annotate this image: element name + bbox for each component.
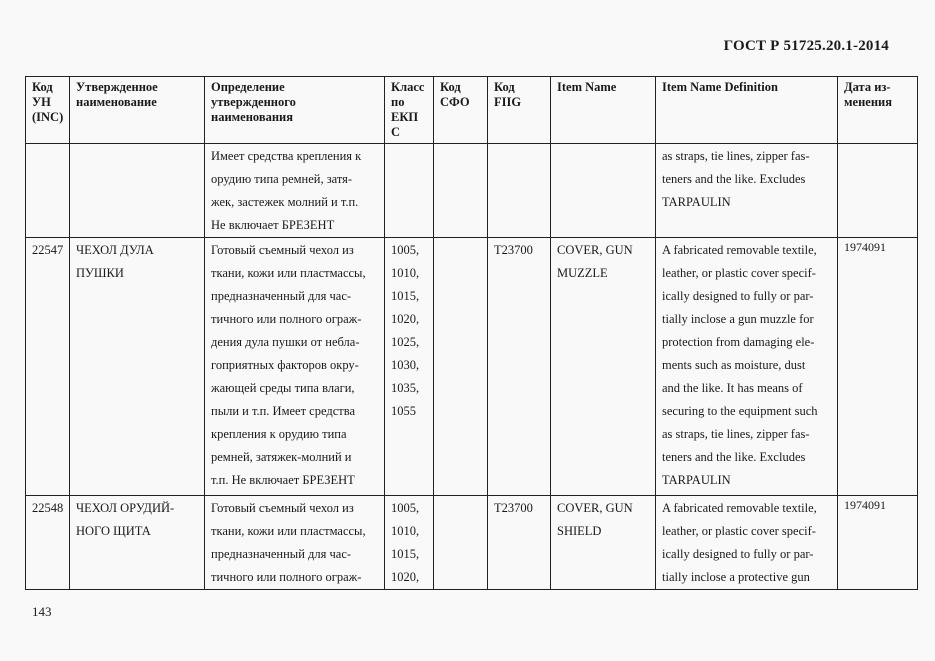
cell-fiig — [488, 496, 551, 590]
cell-text-line: Не включает БРЕЗЕНТ — [211, 218, 335, 232]
cell-text-line: 1030, — [391, 358, 420, 372]
cell-text-line: 1035, — [391, 381, 420, 395]
cell-item-definition — [656, 238, 838, 496]
cell-definition — [205, 496, 385, 590]
document-code: ГОСТ Р 51725.20.1-2014 — [723, 38, 889, 54]
cell-text-line: НОГО ЩИТА — [76, 524, 151, 538]
cell-text-line: 1055 — [391, 404, 416, 418]
cell-text-line: Имеет средства крепления к — [211, 149, 362, 163]
cell-date — [838, 238, 918, 496]
cell-item-definition — [656, 144, 838, 238]
cell-text-line: ткани, кожи или пластмассы, — [211, 266, 366, 280]
cell-text-line: 1974091 — [844, 240, 886, 254]
cell-text-line: 1020, — [391, 570, 420, 584]
cell-sfo — [434, 238, 488, 496]
cell-text-line: tially inclose a gun muzzle for — [662, 312, 814, 326]
cell-text-line: COVER, GUN — [557, 243, 633, 257]
cell-text-line: leather, or plastic cover specif- — [662, 266, 816, 280]
cell-text-line: as straps, tie lines, zipper fas- — [662, 149, 810, 163]
cell-text-line: Дата из- — [844, 80, 891, 94]
cell-item-name — [551, 496, 656, 590]
cell-text-line: наименования — [211, 110, 294, 124]
cell-text-line: ically designed to fully or par- — [662, 547, 814, 561]
table-row-continuation — [26, 144, 918, 238]
cell-text-line: T23700 — [494, 501, 533, 515]
cell-item-name — [551, 144, 656, 238]
header-inc — [26, 77, 70, 144]
cell-text-line: A fabricated removable textile, — [662, 501, 817, 515]
cell-text-line: Item Name Definition — [662, 80, 778, 94]
cell-date — [838, 144, 918, 238]
cell-text-line: 1005, — [391, 243, 420, 257]
cell-class — [385, 496, 434, 590]
cell-date — [838, 496, 918, 590]
cell-text-line: leather, or plastic cover specif- — [662, 524, 816, 538]
cell-text-line: 22547 — [32, 243, 64, 257]
cell-text-line: Код — [32, 80, 53, 94]
cell-text-line: СФО — [440, 95, 470, 109]
cell-text-line: утвержденного — [211, 95, 296, 109]
cell-text-line: (INC) — [32, 110, 64, 124]
cell-text-line: предназначенный для час- — [211, 547, 352, 561]
cell-text-line: Класс — [391, 80, 425, 94]
cell-text-line: teners and the like. Excludes — [662, 450, 806, 464]
cell-item-definition — [656, 496, 838, 590]
cell-text-line: дения дула пушки от небла- — [211, 335, 360, 349]
header-item-name-definition — [656, 77, 838, 144]
cell-text-line: по — [391, 95, 405, 109]
cell-text-line: ЕКП — [391, 110, 419, 124]
cell-text-line: наименование — [76, 95, 157, 109]
cell-text-line: пыли и т.п. Имеет средства — [211, 404, 356, 418]
header-sfo — [434, 77, 488, 144]
cell-text-line: Готовый съемный чехол из — [211, 501, 354, 515]
cell-text-line: Определение — [211, 80, 285, 94]
cell-text-line: Код — [494, 80, 515, 94]
cell-sfo — [434, 496, 488, 590]
cell-text-line: TARPAULIN — [662, 195, 731, 209]
cell-text-line: крепления к орудию типа — [211, 427, 347, 441]
header-fiig — [488, 77, 551, 144]
cell-class — [385, 144, 434, 238]
cell-text-line: A fabricated removable textile, — [662, 243, 817, 257]
cell-text-line: protection from damaging ele- — [662, 335, 815, 349]
cell-text-line: ремней, затяжек-молний и — [211, 450, 352, 464]
cell-text-line: жающей среды типа влаги, — [211, 381, 355, 395]
cell-text-line: 1020, — [391, 312, 420, 326]
cell-text-line: гоприятных факторов окру- — [211, 358, 359, 372]
cell-text-line: ЧЕХОЛ ДУЛА — [76, 243, 154, 257]
cell-text-line: SHIELD — [557, 524, 602, 538]
cell-inc — [26, 144, 70, 238]
cell-text-line: жек, застежек молний и т.п. — [211, 195, 359, 209]
header-item-name — [551, 77, 656, 144]
header-definition — [205, 77, 385, 144]
cell-text-line: ткани, кожи или пластмассы, — [211, 524, 366, 538]
cell-text-line: т.п. Не включает БРЕЗЕНТ — [211, 473, 355, 487]
cell-text-line: 1005, — [391, 501, 420, 515]
cell-text-line: Item Name — [557, 80, 617, 94]
item-name-table — [25, 76, 918, 590]
cell-text-line: 1015, — [391, 547, 420, 561]
cell-text-line: T23700 — [494, 243, 533, 257]
cell-text-line: ments such as moisture, dust — [662, 358, 806, 372]
cell-text-line: securing to the equipment such — [662, 404, 818, 418]
cell-definition — [205, 144, 385, 238]
cell-text-line: менения — [844, 95, 892, 109]
cell-text-line: Готовый съемный чехол из — [211, 243, 354, 257]
cell-class — [385, 238, 434, 496]
cell-text-line: COVER, GUN — [557, 501, 633, 515]
cell-text-line: 1010, — [391, 266, 420, 280]
table-row — [26, 238, 918, 496]
cell-inc — [26, 238, 70, 496]
cell-text-line: ЧЕХОЛ ОРУДИЙ- — [76, 501, 175, 515]
header-approved-name — [70, 77, 205, 144]
cell-text-line: 1025, — [391, 335, 420, 349]
cell-text-line: FIIG — [494, 95, 522, 109]
cell-text-line: 1974091 — [844, 498, 886, 512]
cell-text-line: С — [391, 125, 401, 139]
cell-text-line: 1015, — [391, 289, 420, 303]
cell-name — [70, 238, 205, 496]
cell-text-line: тичного или полного ограж- — [211, 312, 362, 326]
cell-text-line: 22548 — [32, 501, 64, 515]
cell-text-line: Утвержденное — [76, 80, 158, 94]
header-change-date — [838, 77, 918, 144]
cell-fiig — [488, 238, 551, 496]
cell-text-line: орудию типа ремней, затя- — [211, 172, 353, 186]
table-row — [26, 496, 918, 590]
cell-text-line: teners and the like. Excludes — [662, 172, 806, 186]
cell-text-line: tially inclose a protective gun — [662, 570, 810, 584]
cell-text-line: ically designed to fully or par- — [662, 289, 814, 303]
header-class — [385, 77, 434, 144]
cell-inc — [26, 496, 70, 590]
cell-text-line: 1010, — [391, 524, 420, 538]
cell-text-line: предназначенный для час- — [211, 289, 352, 303]
cell-name — [70, 144, 205, 238]
cell-text-line: тичного или полного ограж- — [211, 570, 362, 584]
cell-text-line: ПУШКИ — [76, 266, 124, 280]
cell-text-line: TARPAULIN — [662, 473, 731, 487]
cell-fiig — [488, 144, 551, 238]
cell-sfo — [434, 144, 488, 238]
cell-text-line: Код — [440, 80, 461, 94]
cell-item-name — [551, 238, 656, 496]
cell-name — [70, 496, 205, 590]
cell-text-line: УН — [32, 95, 51, 109]
cell-text-line: MUZZLE — [557, 266, 608, 280]
cell-text-line: as straps, tie lines, zipper fas- — [662, 427, 810, 441]
cell-definition — [205, 238, 385, 496]
cell-text-line: and the like. It has means of — [662, 381, 803, 395]
page-number: 143 — [32, 604, 52, 619]
header-row — [26, 77, 918, 144]
